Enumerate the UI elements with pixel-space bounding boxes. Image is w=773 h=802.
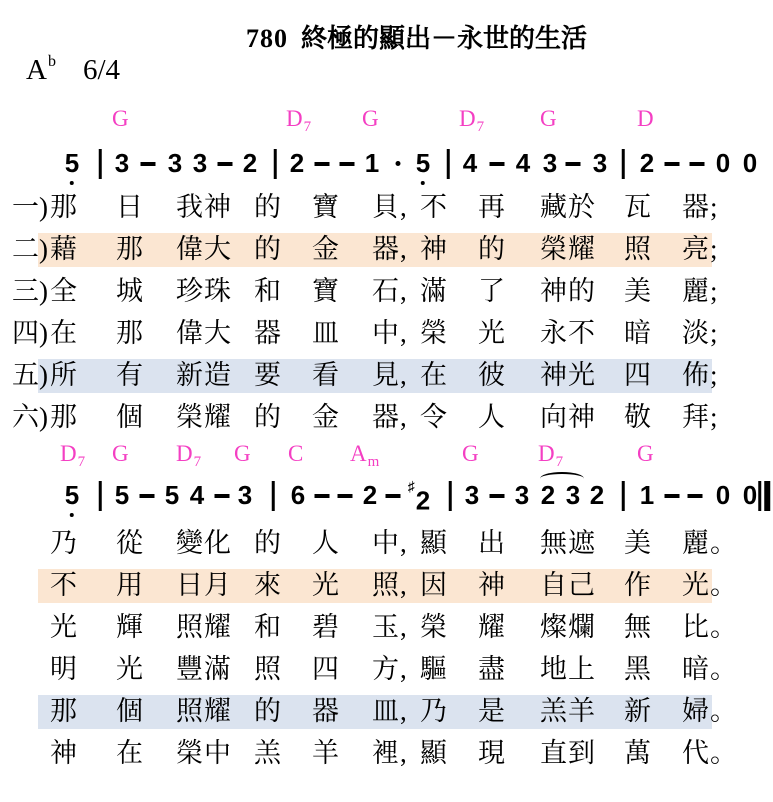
duration-dash bbox=[688, 494, 703, 498]
lyric-group: 麗; bbox=[682, 276, 719, 306]
lyric-group: 瓦 bbox=[624, 192, 652, 222]
lyric-group: 日月 bbox=[176, 570, 232, 600]
lyric-group: 來 bbox=[254, 570, 282, 600]
lyric-group: 金 bbox=[312, 402, 340, 432]
note: 4 bbox=[515, 148, 531, 178]
hymn-title: 終極的顯出－永世的生活 bbox=[300, 24, 587, 53]
lyric-group: 中, bbox=[372, 318, 408, 348]
note: 0 bbox=[715, 480, 731, 510]
title bbox=[60, 18, 773, 55]
duration-dash bbox=[690, 162, 705, 166]
lyric-group: 羔 bbox=[254, 738, 282, 768]
verse-row bbox=[0, 275, 773, 309]
lyric-group: 和 bbox=[254, 612, 282, 642]
lyric-group: 顯 bbox=[420, 528, 448, 558]
lyric-group: 裡, bbox=[372, 738, 408, 768]
verse-row bbox=[0, 527, 773, 561]
lyric-group: 全 bbox=[50, 276, 78, 306]
lyric-group: 寶 bbox=[312, 276, 340, 306]
lyric-group: 羊 bbox=[312, 738, 340, 768]
lyric-group: 偉大 bbox=[176, 234, 232, 264]
lyric-group: 器 bbox=[312, 696, 340, 726]
lyric-group: 神光 bbox=[540, 360, 596, 390]
verse-row bbox=[0, 569, 773, 603]
duration-dash bbox=[141, 162, 156, 166]
note: 0 bbox=[715, 148, 731, 178]
chord-label: G bbox=[234, 441, 251, 466]
lyric-group: 在 bbox=[116, 738, 144, 768]
lyric-group: 用 bbox=[116, 570, 144, 600]
lyric-group: 要 bbox=[254, 360, 282, 390]
note: 0 bbox=[742, 148, 758, 178]
lyric-group: 器, bbox=[372, 234, 408, 264]
verse-row bbox=[0, 233, 773, 267]
final-barline bbox=[758, 481, 770, 513]
note: 5 bbox=[64, 480, 80, 510]
chord-label: G bbox=[362, 106, 379, 131]
note: 3 bbox=[565, 480, 581, 510]
chord-label: G bbox=[462, 441, 479, 466]
barline bbox=[622, 481, 625, 511]
lyric-group: 日 bbox=[116, 192, 144, 222]
lyric-group: 令 bbox=[420, 402, 448, 432]
lyric-group: 榮耀 bbox=[540, 234, 596, 264]
lyric-group: 個 bbox=[116, 696, 144, 726]
lyric-group: 寶 bbox=[312, 192, 340, 222]
lyric-group: 暗。 bbox=[682, 654, 738, 684]
lyric-group: 顯 bbox=[420, 738, 448, 768]
note: 2 bbox=[589, 480, 605, 510]
verse-row bbox=[0, 737, 773, 771]
chord-label: C bbox=[288, 441, 304, 466]
lyric-group: 神 bbox=[420, 234, 448, 264]
duration-dash bbox=[490, 494, 505, 498]
lyric-group: 石, bbox=[372, 276, 408, 306]
lyric-group: 在 bbox=[50, 318, 78, 348]
chord-label: $D_7$ bbox=[538, 441, 564, 470]
verse-row bbox=[0, 653, 773, 687]
verse-number-label: 四) bbox=[12, 318, 48, 348]
lyric-group: 玉, bbox=[372, 612, 408, 642]
lyric-group: 看 bbox=[312, 360, 340, 390]
lyric-group: 亮; bbox=[682, 234, 719, 264]
lyric-group: 貝, bbox=[372, 192, 408, 222]
lyric-group: 向神 bbox=[540, 402, 596, 432]
lyric-group: 那 bbox=[116, 318, 144, 348]
lyric-group: 從 bbox=[116, 528, 144, 558]
lyric-group: 燦爛 bbox=[540, 612, 596, 642]
lyric-group: 作 bbox=[624, 570, 652, 600]
barline bbox=[622, 149, 625, 179]
lyric-group: 無遮 bbox=[540, 528, 596, 558]
verse-number-label: 六) bbox=[12, 402, 48, 432]
lyric-group: 榮 bbox=[420, 318, 448, 348]
note: 6 bbox=[290, 480, 306, 510]
lyric-group: 和 bbox=[254, 276, 282, 306]
lyric-group: 明 bbox=[50, 654, 78, 684]
lyric-group: 滿 bbox=[420, 276, 448, 306]
note: ♯2 bbox=[407, 478, 431, 516]
lyric-group: 那 bbox=[116, 234, 144, 264]
lyric-group: 的 bbox=[254, 696, 282, 726]
duration-dash bbox=[566, 162, 581, 166]
lyric-group: 榮 bbox=[420, 612, 448, 642]
lyric-group: 器 bbox=[254, 318, 282, 348]
note: 3 bbox=[237, 480, 253, 510]
lyric-group: 光。 bbox=[682, 570, 738, 600]
verse-number-label: 三) bbox=[12, 276, 48, 306]
chord-row-1 bbox=[0, 106, 773, 134]
lyric-group: 再 bbox=[478, 192, 506, 222]
lyric-group: 的 bbox=[478, 234, 506, 264]
barline bbox=[447, 149, 450, 179]
lyric-group: 照耀 bbox=[176, 696, 232, 726]
lyric-group: 新 bbox=[624, 696, 652, 726]
lyric-group: 永不 bbox=[540, 318, 596, 348]
note: 3 bbox=[464, 480, 480, 510]
barline bbox=[99, 149, 102, 179]
lyric-group: 不 bbox=[420, 192, 448, 222]
duration-dash bbox=[340, 162, 355, 166]
lyric-group: 榮耀 bbox=[176, 402, 232, 432]
lyric-group: 乃 bbox=[420, 696, 448, 726]
note: 1 bbox=[364, 148, 380, 178]
chord-label: $D_7$ bbox=[60, 441, 86, 470]
lyric-group: 照, bbox=[372, 570, 408, 600]
note: 0 bbox=[742, 480, 758, 510]
note: 3 bbox=[592, 148, 608, 178]
lyric-group: 光 bbox=[312, 570, 340, 600]
lyric-group: 不 bbox=[50, 570, 78, 600]
lyric-group: 自己 bbox=[540, 570, 596, 600]
lyric-group: 暗 bbox=[624, 318, 652, 348]
time-signature: 6/4 bbox=[82, 54, 121, 86]
lyric-group: 淡; bbox=[682, 318, 719, 348]
verse-row bbox=[0, 695, 773, 729]
lyric-group: 萬 bbox=[624, 738, 652, 768]
lyric-group: 直到 bbox=[540, 738, 596, 768]
lyric-group: 驅 bbox=[420, 654, 448, 684]
lyric-group: 羔羊 bbox=[540, 696, 596, 726]
note: 3 bbox=[114, 148, 130, 178]
verse-row bbox=[0, 611, 773, 645]
note: 3 bbox=[542, 148, 558, 178]
key-signature bbox=[26, 54, 120, 87]
lyric-group: 器, bbox=[372, 402, 408, 432]
lyric-group: 地上 bbox=[540, 654, 596, 684]
lyric-group: 比。 bbox=[682, 612, 738, 642]
lyric-group: 個 bbox=[116, 402, 144, 432]
lyric-group: 人 bbox=[478, 402, 506, 432]
lyric-group: 珍珠 bbox=[176, 276, 232, 306]
lyric-group: 麗。 bbox=[682, 528, 738, 558]
lyric-group: 見, bbox=[372, 360, 408, 390]
lyric-group: 那 bbox=[50, 192, 78, 222]
chord-label: G bbox=[112, 441, 129, 466]
lyric-group: 彼 bbox=[478, 360, 506, 390]
lyric-group: 照 bbox=[624, 234, 652, 264]
note: 3 bbox=[514, 480, 530, 510]
lyric-group: 照耀 bbox=[176, 612, 232, 642]
lyric-group: 的 bbox=[254, 402, 282, 432]
duration-dash bbox=[315, 162, 330, 166]
lyric-group: 神 bbox=[50, 738, 78, 768]
lyric-group: 光 bbox=[116, 654, 144, 684]
chord-label: G bbox=[112, 106, 129, 131]
lyric-group: 榮中 bbox=[176, 738, 232, 768]
duration-dash bbox=[218, 162, 233, 166]
lyric-group: 無 bbox=[624, 612, 652, 642]
chord-label: D bbox=[637, 106, 654, 131]
note: 3 bbox=[192, 148, 208, 178]
lyric-group: 新造 bbox=[176, 360, 232, 390]
flat-mark: b bbox=[47, 53, 56, 71]
duration-dash bbox=[386, 494, 401, 498]
hymn-number: 780 bbox=[245, 24, 288, 53]
lyric-group: 我神 bbox=[176, 192, 232, 222]
barline bbox=[99, 481, 102, 511]
lyric-group: 黑 bbox=[624, 654, 652, 684]
note: 2 bbox=[289, 148, 305, 178]
verse-number-label: 一) bbox=[12, 192, 48, 222]
barline bbox=[272, 481, 275, 511]
chord-label: G bbox=[540, 106, 557, 131]
lyric-group: 盡 bbox=[478, 654, 506, 684]
note: 5 bbox=[64, 148, 80, 178]
lyric-group: 皿 bbox=[312, 318, 340, 348]
lyric-group: 代。 bbox=[682, 738, 738, 768]
lyric-group: 皿, bbox=[372, 696, 408, 726]
lyric-group: 光 bbox=[50, 612, 78, 642]
lyric-group: 光 bbox=[478, 318, 506, 348]
lyric-group: 偉大 bbox=[176, 318, 232, 348]
lyric-group: 人 bbox=[312, 528, 340, 558]
notation-row-2 bbox=[0, 479, 773, 515]
duration-dash bbox=[215, 494, 230, 498]
barline bbox=[449, 481, 452, 511]
lyric-group: 拜; bbox=[682, 402, 719, 432]
lyric-group: 的 bbox=[254, 528, 282, 558]
lyric-group: 婦。 bbox=[682, 696, 738, 726]
lyric-group: 中, bbox=[372, 528, 408, 558]
note: 2 bbox=[242, 148, 258, 178]
lyric-group: 藏於 bbox=[540, 192, 596, 222]
duration-dash bbox=[490, 162, 505, 166]
lyric-group: 的 bbox=[254, 192, 282, 222]
lyric-group: 藉 bbox=[50, 234, 78, 264]
duration-dash bbox=[140, 494, 155, 498]
duration-dash bbox=[665, 162, 680, 166]
key-note: A bbox=[26, 54, 47, 86]
lyric-group: 耀 bbox=[478, 612, 506, 642]
note: 2 bbox=[362, 480, 378, 510]
barline bbox=[274, 149, 277, 179]
verse-number-label: 二) bbox=[12, 234, 48, 264]
lyric-group: 因 bbox=[420, 570, 448, 600]
lyric-group: 四 bbox=[624, 360, 652, 390]
lyric-group: 在 bbox=[420, 360, 448, 390]
chord-label: G bbox=[637, 441, 654, 466]
lyric-group: 神 bbox=[478, 570, 506, 600]
chord-label: $A_m$ bbox=[350, 441, 380, 470]
lyric-group: 那 bbox=[50, 696, 78, 726]
note: 4 bbox=[462, 148, 478, 178]
lyric-group: 的 bbox=[254, 234, 282, 264]
lyric-group: 那 bbox=[50, 402, 78, 432]
chord-label: $D_7$ bbox=[176, 441, 202, 470]
lyric-group: 器; bbox=[682, 192, 719, 222]
note: 4 bbox=[189, 480, 205, 510]
note: 5 bbox=[114, 480, 130, 510]
verse-row bbox=[0, 317, 773, 351]
lyric-group: 有 bbox=[116, 360, 144, 390]
lyric-group: 所 bbox=[50, 360, 78, 390]
lyric-group: 美 bbox=[624, 276, 652, 306]
lyric-group: 城 bbox=[116, 276, 144, 306]
lyric-group: 方, bbox=[372, 654, 408, 684]
duration-dash bbox=[315, 494, 330, 498]
chord-label: $D_7$ bbox=[459, 106, 485, 135]
chord-label: $D_7$ bbox=[286, 106, 312, 135]
note: 5 bbox=[164, 480, 180, 510]
lyric-group: 豐滿 bbox=[176, 654, 232, 684]
verse-number-label: 五) bbox=[12, 360, 48, 390]
lyric-group: 碧 bbox=[312, 612, 340, 642]
verse-row bbox=[0, 401, 773, 435]
lyric-group: 四 bbox=[312, 654, 340, 684]
lyric-group: 乃 bbox=[50, 528, 78, 558]
note: 5 bbox=[415, 148, 431, 178]
lyric-group: 敬 bbox=[624, 402, 652, 432]
note: 1 bbox=[639, 480, 655, 510]
lyric-group: 輝 bbox=[116, 612, 144, 642]
lyric-group: 是 bbox=[478, 696, 506, 726]
note: 3 bbox=[167, 148, 183, 178]
lyric-group: 神的 bbox=[540, 276, 596, 306]
lyric-group: 佈; bbox=[682, 360, 719, 390]
duration-dash bbox=[665, 494, 680, 498]
lyric-group: 金 bbox=[312, 234, 340, 264]
verse-row bbox=[0, 191, 773, 225]
note: 2 bbox=[540, 480, 556, 510]
lyric-group: 變化 bbox=[176, 528, 232, 558]
chord-row-2 bbox=[0, 441, 773, 469]
duration-dash bbox=[338, 494, 353, 498]
lyric-group: 照 bbox=[254, 654, 282, 684]
lyric-group: 現 bbox=[478, 738, 506, 768]
lyric-group: 了 bbox=[478, 276, 506, 306]
verse-row bbox=[0, 359, 773, 393]
dot bbox=[396, 161, 401, 166]
notation-row-1 bbox=[0, 147, 773, 183]
note: 2 bbox=[639, 148, 655, 178]
lyric-group: 出 bbox=[478, 528, 506, 558]
lyric-group: 美 bbox=[624, 528, 652, 558]
